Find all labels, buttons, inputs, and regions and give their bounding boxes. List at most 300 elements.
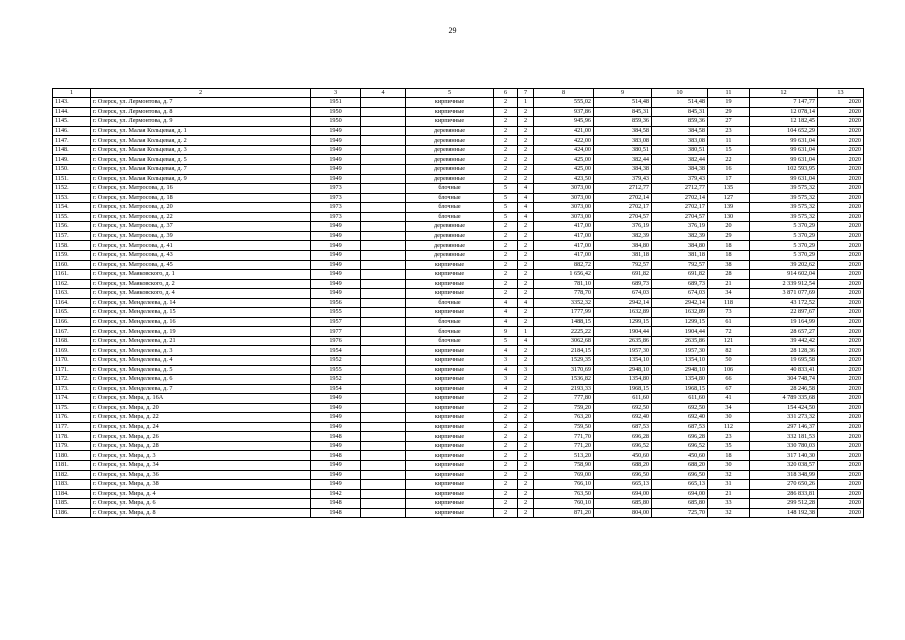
table-cell: 665,13 xyxy=(652,480,708,490)
table-row xyxy=(53,145,864,155)
table-row xyxy=(53,346,864,356)
table-cell: 23 xyxy=(708,126,750,136)
table-cell: 1949 xyxy=(311,136,361,146)
table-cell: 1176. xyxy=(53,413,91,423)
table-cell: 1174. xyxy=(53,394,91,404)
table-cell: г. Озерск, ул. Мира, д. 6 xyxy=(91,499,311,509)
table-cell: 1973 xyxy=(311,193,361,203)
table-cell: деревянные xyxy=(406,222,494,232)
table-cell: 331 273,32 xyxy=(750,413,818,423)
table-cell: 29 xyxy=(708,107,750,117)
table-cell: 286 833,81 xyxy=(750,489,818,499)
table-cell: 514,48 xyxy=(652,98,708,108)
table-cell: 421,00 xyxy=(534,126,594,136)
table-cell: 2 xyxy=(494,136,518,146)
table-cell: 2020 xyxy=(818,346,864,356)
table-cell: 1354,80 xyxy=(594,375,652,385)
table-cell: г. Озерск, ул. Мира, д. 3 xyxy=(91,451,311,461)
table-cell: 2020 xyxy=(818,327,864,337)
table-cell: 694,00 xyxy=(652,489,708,499)
table-cell: блочные xyxy=(406,212,494,222)
table-cell: 689,73 xyxy=(652,279,708,289)
table-cell xyxy=(361,480,406,490)
table-cell: 2 xyxy=(494,260,518,270)
table-cell: 2702,17 xyxy=(652,203,708,213)
table-cell: 1181. xyxy=(53,460,91,470)
table-cell: 118 xyxy=(708,298,750,308)
table-cell: 5 xyxy=(494,212,518,222)
table-cell: 2 xyxy=(518,384,534,394)
table-cell: 31 xyxy=(708,480,750,490)
table-cell: 1152. xyxy=(53,184,91,194)
table-cell: кирпичные xyxy=(406,413,494,423)
table-cell: 2020 xyxy=(818,155,864,165)
table-cell: 1968,15 xyxy=(652,384,708,394)
table-cell: 1973 xyxy=(311,184,361,194)
table-cell xyxy=(361,327,406,337)
table-cell: 674,03 xyxy=(594,289,652,299)
table-cell: 685,80 xyxy=(652,499,708,509)
table-cell: 127 xyxy=(708,193,750,203)
table-cell: 771,70 xyxy=(534,432,594,442)
table-cell: 2 xyxy=(518,241,534,251)
column-header: 10 xyxy=(652,89,708,98)
table-cell: 1299,15 xyxy=(594,317,652,327)
table-cell xyxy=(361,355,406,365)
table-cell: 696,28 xyxy=(652,432,708,442)
table-cell: 2 xyxy=(494,155,518,165)
table-cell: 1957,30 xyxy=(594,346,652,356)
table-cell xyxy=(361,451,406,461)
table-cell: 384,38 xyxy=(652,165,708,175)
table-cell: 3 xyxy=(494,355,518,365)
table-cell: 691,82 xyxy=(594,270,652,280)
table-cell: 50 xyxy=(708,355,750,365)
table-cell: г. Озерск, ул. Матросова, д. 43 xyxy=(91,250,311,260)
table-cell: 4 xyxy=(518,203,534,213)
table-cell: 384,58 xyxy=(652,126,708,136)
table-cell xyxy=(361,298,406,308)
table-row xyxy=(53,98,864,108)
table-row xyxy=(53,193,864,203)
table-cell: 22 xyxy=(708,155,750,165)
table-cell: 1952 xyxy=(311,375,361,385)
table-cell: 914 602,04 xyxy=(750,270,818,280)
table-row xyxy=(53,155,864,165)
table-cell: 41 xyxy=(708,394,750,404)
table-cell: 1177. xyxy=(53,422,91,432)
table-cell: 1159. xyxy=(53,250,91,260)
table-cell: 2 xyxy=(518,480,534,490)
table-cell: г. Озерск, ул. Менделеева, д. 5 xyxy=(91,365,311,375)
table-cell: 2020 xyxy=(818,470,864,480)
table-cell: 2 xyxy=(518,107,534,117)
table-row xyxy=(53,231,864,241)
table-cell: 2 xyxy=(518,422,534,432)
table-cell: 2 xyxy=(518,155,534,165)
table-body xyxy=(53,98,864,518)
table-cell: 384,80 xyxy=(594,241,652,251)
table-cell: 759,50 xyxy=(534,422,594,432)
table-cell: 135 xyxy=(708,184,750,194)
table-cell: 66 xyxy=(708,375,750,385)
table-cell: 148 192,38 xyxy=(750,508,818,518)
table-cell: 2020 xyxy=(818,270,864,280)
table-cell: 1948 xyxy=(311,451,361,461)
table-cell: 1949 xyxy=(311,480,361,490)
table-cell: блочные xyxy=(406,193,494,203)
table-cell xyxy=(361,470,406,480)
table-cell: 2020 xyxy=(818,413,864,423)
table-cell: 383,08 xyxy=(652,136,708,146)
table-cell: г. Озерск, ул. Мира, д. 28 xyxy=(91,441,311,451)
table-cell: 2020 xyxy=(818,384,864,394)
table-cell: 1957 xyxy=(311,317,361,327)
table-cell: 2020 xyxy=(818,499,864,509)
table-cell: 1529,35 xyxy=(534,355,594,365)
table-cell: 11 xyxy=(708,136,750,146)
table-cell: 1180. xyxy=(53,451,91,461)
table-cell xyxy=(361,289,406,299)
table-cell: 685,80 xyxy=(594,499,652,509)
table-cell: кирпичные xyxy=(406,489,494,499)
table-cell: 1168. xyxy=(53,336,91,346)
table-cell: 3 xyxy=(494,375,518,385)
table-row xyxy=(53,489,864,499)
table-cell: 2 xyxy=(494,460,518,470)
table-cell: 2 xyxy=(518,394,534,404)
table-cell: 2942,14 xyxy=(652,298,708,308)
table-row xyxy=(53,470,864,480)
table-cell: 2 xyxy=(494,145,518,155)
table-cell: 1149. xyxy=(53,155,91,165)
table-cell: 1948 xyxy=(311,499,361,509)
table-cell: 2 xyxy=(494,98,518,108)
table-cell: 2 xyxy=(518,308,534,318)
page-number: 29 xyxy=(448,26,457,35)
table-cell: 4 xyxy=(494,346,518,356)
table-cell: 34 xyxy=(708,289,750,299)
table-cell: 725,70 xyxy=(652,508,708,518)
table-row xyxy=(53,336,864,346)
table-cell xyxy=(361,384,406,394)
table-cell: 299 512,28 xyxy=(750,499,818,509)
table-cell: 2 xyxy=(494,422,518,432)
table-cell: 4 xyxy=(518,212,534,222)
table-cell: 2 xyxy=(518,270,534,280)
table-cell xyxy=(361,155,406,165)
table-cell: 2702,14 xyxy=(652,193,708,203)
table-cell: 611,60 xyxy=(652,394,708,404)
table-cell xyxy=(361,394,406,404)
table-row xyxy=(53,422,864,432)
table-cell: 380,51 xyxy=(594,145,652,155)
table-cell: 39 575,32 xyxy=(750,184,818,194)
table-cell: 297 146,37 xyxy=(750,422,818,432)
table-cell: 1155. xyxy=(53,212,91,222)
table-cell xyxy=(361,432,406,442)
table-cell: деревянные xyxy=(406,145,494,155)
table-cell: 1949 xyxy=(311,222,361,232)
table-cell: 39 575,32 xyxy=(750,203,818,213)
table-cell: 422,00 xyxy=(534,136,594,146)
table-cell: г. Озерск, ул. Матросова, д. 45 xyxy=(91,260,311,270)
table-cell: 2020 xyxy=(818,260,864,270)
table-cell: 1171. xyxy=(53,365,91,375)
table-cell: 104 652,29 xyxy=(750,126,818,136)
table-cell: 99 631,04 xyxy=(750,136,818,146)
table-cell: 1158. xyxy=(53,241,91,251)
table-cell: 2020 xyxy=(818,489,864,499)
table-cell xyxy=(361,403,406,413)
table-cell: г. Озерск, ул. Мира, д. 26 xyxy=(91,432,311,442)
table-cell: 376,19 xyxy=(652,222,708,232)
table-cell xyxy=(361,508,406,518)
table-cell: 2 xyxy=(518,355,534,365)
table-row xyxy=(53,279,864,289)
table-cell: 4 789 335,68 xyxy=(750,394,818,404)
table-cell: г. Озерск, ул. Мира, д. 20 xyxy=(91,403,311,413)
table-cell: 513,20 xyxy=(534,451,594,461)
table-cell xyxy=(361,441,406,451)
table-cell: 1949 xyxy=(311,241,361,251)
table-cell xyxy=(361,184,406,194)
table-cell: г. Озерск, ул. Малая Кольцевая, д. 1 xyxy=(91,126,311,136)
table-cell: г. Озерск, ул. Малая Кольцевая, д. 2 xyxy=(91,136,311,146)
table-cell: 1354,10 xyxy=(652,355,708,365)
table-cell: 1167. xyxy=(53,327,91,337)
table-cell: 2020 xyxy=(818,165,864,175)
table-cell: 304 748,74 xyxy=(750,375,818,385)
table-cell: 3062,68 xyxy=(534,336,594,346)
table-cell: 2020 xyxy=(818,460,864,470)
table-cell: 5 xyxy=(494,193,518,203)
table-cell: 4 xyxy=(494,317,518,327)
table-cell: 2 xyxy=(494,470,518,480)
table-cell: 1954 xyxy=(311,346,361,356)
table-cell: 2 xyxy=(494,403,518,413)
table-cell: 320 038,57 xyxy=(750,460,818,470)
table-cell: 5 xyxy=(494,336,518,346)
table-cell: 425,00 xyxy=(534,165,594,175)
table-cell: 763,50 xyxy=(534,489,594,499)
table-cell xyxy=(361,499,406,509)
table-cell: 43 172,52 xyxy=(750,298,818,308)
table-header xyxy=(53,89,864,98)
table-cell: 425,00 xyxy=(534,155,594,165)
table-cell: 2 xyxy=(518,260,534,270)
table-cell: 4 xyxy=(518,298,534,308)
table-cell: г. Озерск, ул. Лермонтова, д. 8 xyxy=(91,107,311,117)
table-row xyxy=(53,308,864,318)
table-cell: г. Озерск, ул. Мира, д. 36 xyxy=(91,470,311,480)
table-cell: 99 631,04 xyxy=(750,174,818,184)
table-cell: 12 078,14 xyxy=(750,107,818,117)
table-cell: 67 xyxy=(708,384,750,394)
table-cell: 2020 xyxy=(818,308,864,318)
table-row xyxy=(53,317,864,327)
table-cell: г. Озерск, ул. Матросова, д. 39 xyxy=(91,231,311,241)
table-cell: 1904,44 xyxy=(594,327,652,337)
table-cell: 1949 xyxy=(311,270,361,280)
table-cell: г. Озерск, ул. Мира, д. 34 xyxy=(91,460,311,470)
table-cell xyxy=(361,212,406,222)
table-cell: 1948 xyxy=(311,508,361,518)
table-cell: 28 657,27 xyxy=(750,327,818,337)
table-cell: 2 xyxy=(494,231,518,241)
table-cell: 1162. xyxy=(53,279,91,289)
table-cell: 106 xyxy=(708,365,750,375)
table-cell: кирпичные xyxy=(406,470,494,480)
table-cell: 945,96 xyxy=(534,117,594,127)
table-cell: кирпичные xyxy=(406,480,494,490)
table-cell: 3073,00 xyxy=(534,184,594,194)
table-cell: 1154. xyxy=(53,203,91,213)
table-cell: 792,57 xyxy=(652,260,708,270)
table-cell: 1952 xyxy=(311,355,361,365)
table-cell: г. Озерск, ул. Мира, д. 24 xyxy=(91,422,311,432)
table-row xyxy=(53,403,864,413)
table-cell: 611,60 xyxy=(594,394,652,404)
column-header: 8 xyxy=(534,89,594,98)
table-row xyxy=(53,499,864,509)
table-row xyxy=(53,432,864,442)
table-cell: деревянные xyxy=(406,231,494,241)
table-cell: 1536,82 xyxy=(534,375,594,385)
table-row xyxy=(53,270,864,280)
table-cell: 2 xyxy=(494,174,518,184)
table-cell: 2712,77 xyxy=(594,184,652,194)
table-cell: 102 593,95 xyxy=(750,165,818,175)
table-cell: 759,20 xyxy=(534,403,594,413)
table-cell: 2 xyxy=(518,222,534,232)
table-cell: 1354,80 xyxy=(652,375,708,385)
table-cell: 2 xyxy=(518,413,534,423)
table-cell xyxy=(361,308,406,318)
table-cell: 1173. xyxy=(53,384,91,394)
table-cell: 417,00 xyxy=(534,222,594,232)
table-cell: 1 656,42 xyxy=(534,270,594,280)
table-cell: 2020 xyxy=(818,212,864,222)
column-header: 12 xyxy=(750,89,818,98)
table-cell: 2 xyxy=(518,174,534,184)
table-cell: 2020 xyxy=(818,98,864,108)
table-cell xyxy=(361,126,406,136)
column-header: 5 xyxy=(406,89,494,98)
column-number-row xyxy=(53,89,864,98)
table-cell: 2020 xyxy=(818,508,864,518)
table-cell: 688,20 xyxy=(594,460,652,470)
table-row xyxy=(53,260,864,270)
table-cell: 777,80 xyxy=(534,394,594,404)
table-cell: 376,19 xyxy=(594,222,652,232)
table-cell: 1175. xyxy=(53,403,91,413)
table-cell: 1955 xyxy=(311,308,361,318)
table-cell: 1973 xyxy=(311,212,361,222)
table-cell: 1299,15 xyxy=(652,317,708,327)
table-cell: 2 xyxy=(518,136,534,146)
table-cell: 1950 xyxy=(311,117,361,127)
table-cell: 2020 xyxy=(818,222,864,232)
table-row xyxy=(53,508,864,518)
table-cell: 1157. xyxy=(53,231,91,241)
table-cell: 781,10 xyxy=(534,279,594,289)
table-cell: 1185. xyxy=(53,499,91,509)
table-cell: 4 xyxy=(494,298,518,308)
table-cell: 2 xyxy=(518,145,534,155)
table-cell: 692,50 xyxy=(594,403,652,413)
table-cell: 16 xyxy=(708,165,750,175)
table-cell: г. Озерск, ул. Менделеева, д. 19 xyxy=(91,327,311,337)
table-cell: г. Озерск, ул. Менделеева, д. 6 xyxy=(91,375,311,385)
table-row xyxy=(53,384,864,394)
table-cell: 859,36 xyxy=(594,117,652,127)
column-header: 11 xyxy=(708,89,750,98)
table-row xyxy=(53,375,864,385)
table-cell: 2020 xyxy=(818,394,864,404)
table-cell: 112 xyxy=(708,422,750,432)
table-cell: 2020 xyxy=(818,250,864,260)
table-cell: г. Озерск, ул. Мира, д. 38 xyxy=(91,480,311,490)
table-cell: 2020 xyxy=(818,289,864,299)
table-cell: 139 xyxy=(708,203,750,213)
table-cell: 688,20 xyxy=(652,460,708,470)
table-cell: деревянные xyxy=(406,126,494,136)
table-cell: 692,40 xyxy=(594,413,652,423)
table-cell: 35 xyxy=(708,441,750,451)
table-cell: 82 xyxy=(708,346,750,356)
table-cell xyxy=(361,231,406,241)
table-cell: 5 xyxy=(494,184,518,194)
table-cell: 450,60 xyxy=(594,451,652,461)
table-cell: 2020 xyxy=(818,403,864,413)
table-row xyxy=(53,241,864,251)
table-cell: кирпичные xyxy=(406,270,494,280)
table-cell: 2 xyxy=(518,470,534,480)
table-cell: 1949 xyxy=(311,413,361,423)
table-cell: 2 xyxy=(494,279,518,289)
table-cell: кирпичные xyxy=(406,460,494,470)
table-cell: 9 xyxy=(494,327,518,337)
table-cell: 692,50 xyxy=(652,403,708,413)
table-cell: 2 xyxy=(518,126,534,136)
table-cell: 2 xyxy=(494,222,518,232)
table-cell: кирпичные xyxy=(406,432,494,442)
table-cell: 2020 xyxy=(818,126,864,136)
table-cell: 1143. xyxy=(53,98,91,108)
table-cell xyxy=(361,317,406,327)
table-cell: 417,00 xyxy=(534,231,594,241)
table-cell: 21 xyxy=(708,279,750,289)
table-cell: кирпичные xyxy=(406,422,494,432)
table-cell xyxy=(361,279,406,289)
table-row xyxy=(53,365,864,375)
table-cell: 17 xyxy=(708,174,750,184)
table-cell: 871,20 xyxy=(534,508,594,518)
table-cell: деревянные xyxy=(406,136,494,146)
table-cell xyxy=(361,336,406,346)
table-cell: 99 631,04 xyxy=(750,155,818,165)
table-row xyxy=(53,327,864,337)
table-cell: 1172. xyxy=(53,375,91,385)
table-cell: 29 xyxy=(708,231,750,241)
table-row xyxy=(53,250,864,260)
table-cell: 2184,15 xyxy=(534,346,594,356)
table-cell: 696,50 xyxy=(594,470,652,480)
table-row xyxy=(53,451,864,461)
table-cell: 2020 xyxy=(818,184,864,194)
table-cell: 2635,86 xyxy=(594,336,652,346)
